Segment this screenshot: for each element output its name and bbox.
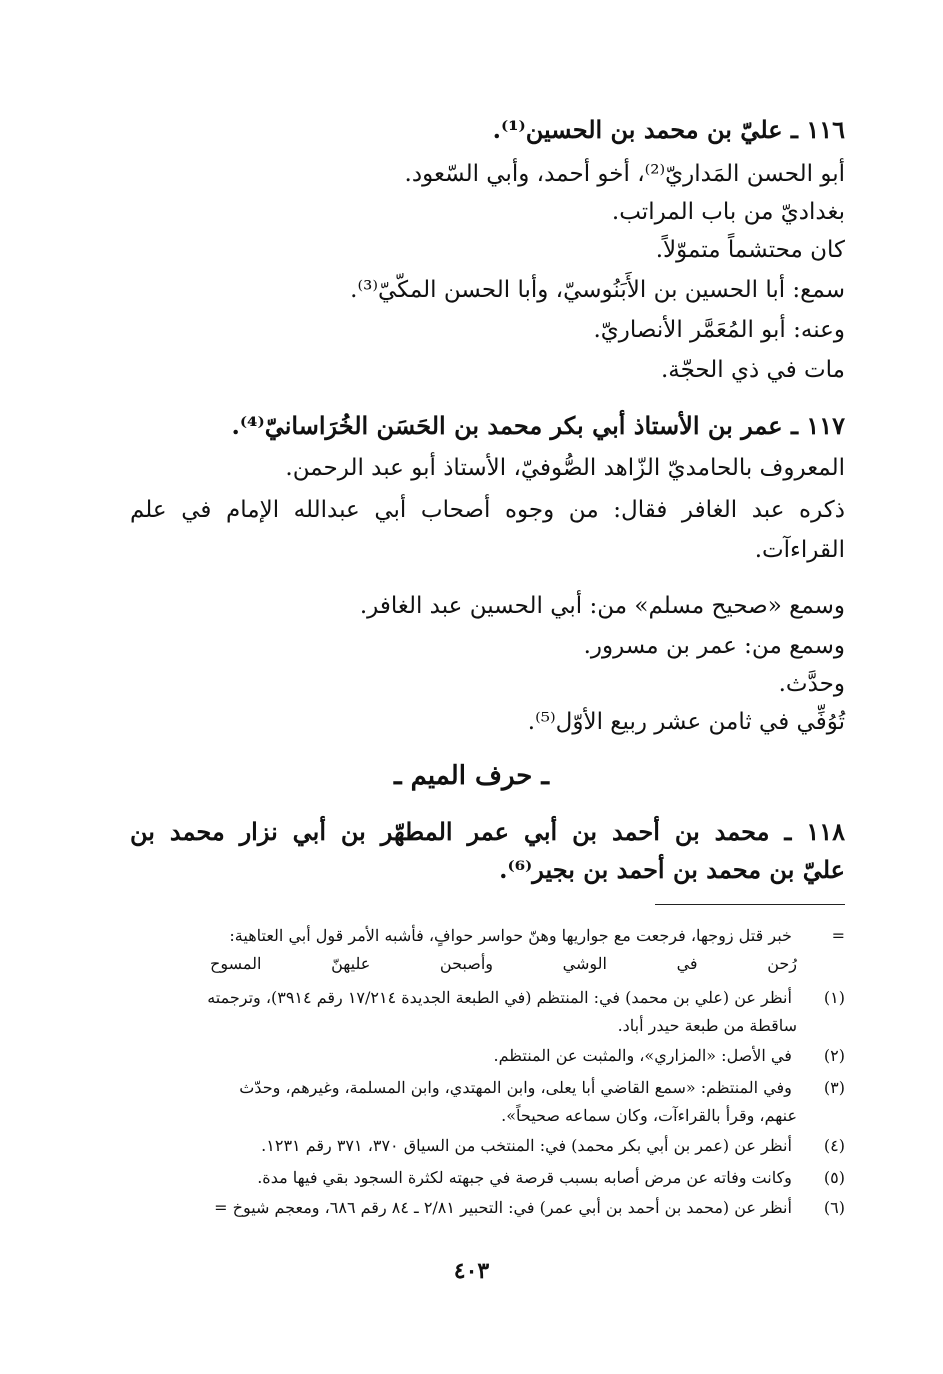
entry-117-line: وسمع «صحيح مسلم» من: أبي الحسين عبد الغافر. (359, 593, 845, 619)
entry-116-heading: ١١٦ ـ عليّ بن محمد بن الحسين⁽¹⁾. (492, 115, 845, 144)
entry-117-line: القراءآت. (754, 537, 845, 563)
page-number: ٤٠٣ (453, 1258, 490, 1284)
footnote-poem: رُحن في الوشي وأصبحن عليهنّ المسوح (210, 954, 797, 973)
footnote-number: (٥) (823, 1168, 845, 1187)
footnote (98, 1044, 845, 1068)
footnote (98, 1134, 845, 1158)
footnote (98, 1166, 845, 1190)
entry-116-line: أبو الحسن المَداريّ⁽²⁾، أخو أحمد، وأبي السّعود. (404, 161, 845, 187)
footnote-text: وكانت وفاته عن مرض أصابه بسبب قرصة في جبهته لكثرة السجود بقي فيها مدة. (257, 1168, 792, 1187)
entry-116-line: مات في ذي الحجّة. (660, 357, 845, 383)
footnote-text: أنظر عن (محمد بن أحمد بن أبي عمر) في: التحبير ٢/٨١ ـ ٨٤ رقم ٦٨٦، ومعجم شيوخ = (214, 1198, 792, 1217)
footnote-text: في الأصل: «المزاري»، والمثبت عن المنتظم. (493, 1046, 792, 1065)
entry-116-line: كان محتشماً متموّلاً. (655, 237, 845, 263)
footnote-text: وفي المنتظم: «سمع القاضي أبا يعلى، وابن المهتدي، وابن المسلمة، وغيرهم، وحدّث (239, 1078, 792, 1097)
entry-117-line: وحدَّث. (778, 671, 845, 697)
footnote-number: (٣) (823, 1078, 845, 1097)
section-title: ـ حرف الميم ـ (393, 761, 550, 791)
entry-117-heading: ١١٧ ـ عمر بن الأستاذ أبي بكر محمد بن الحَسَن الخُرَاسانيّ⁽⁴⁾. (231, 411, 845, 440)
entry-116-line: وعنه: أبو المُعَمَّر الأنصاريّ. (593, 317, 845, 343)
footnote-marker: = (831, 926, 845, 945)
entry-118-heading: ١١٨ ـ محمد بن أحمد بن أبي عمر المطهّر بن أبي نزار محمد بن (130, 817, 845, 846)
footnote-text: أنظر عن (عمر بن أبي بكر محمد) في: المنتخب من السياق ٣٧٠، ٣٧١ رقم ١٢٣١. (261, 1136, 792, 1155)
footnote-number: (١) (823, 988, 845, 1007)
entry-116-line: سمع: أبا الحسين بن الأَبَنُوسيّ، وأبا الحسن المكّيّ⁽³⁾. (350, 277, 845, 303)
footnote-number: (٦) (823, 1198, 845, 1217)
footnote-continuation (98, 924, 845, 948)
footnote (98, 1076, 845, 1100)
footnote-number: (٢) (823, 1046, 845, 1065)
footnote-number: (٤) (823, 1136, 845, 1155)
entry-118-heading: عليّ بن محمد بن أحمد بن بجير⁽⁶⁾. (499, 855, 845, 884)
footnote-continuation-line: عنهم، وقرأ بالقراءآت، وكان سماعه صحيحاً». (501, 1106, 797, 1125)
entry-117-line: تُوُفِّي في ثامن عشر ربيع الأوّل⁽⁵⁾. (527, 709, 845, 735)
footnote-text: أنظر عن (علي بن محمد) في: المنتظم (في الطبعة الجديدة ١٧/٢١٤ رقم ٣٩١٤)، وترجمته (207, 988, 792, 1007)
entry-117-line: المعروف بالحامديّ الزّاهد الصُّوفيّ، الأستاذ أبو عبد الرحمن. (285, 455, 845, 481)
footnote (98, 986, 845, 1010)
footnote-text: خبر قتل زوجها، فرجعت مع جواريها وهنّ حواسر حوافٍ، فأشبه الأمر قول أبي العتاهية: (229, 926, 792, 945)
footnote (98, 1196, 845, 1220)
entry-117-line: وسمع من: عمر بن مسرور. (583, 633, 845, 659)
footnote-divider (655, 904, 845, 905)
entry-117-line: ذكره عبد الغافر فقال: من وجوه أصحاب أبي عبدالله الإمام في علم (130, 497, 845, 523)
entry-116-line: بغداديّ من باب المراتب. (611, 199, 845, 225)
footnote-continuation-line: ساقطة من طبعة حيدر أباد. (617, 1016, 797, 1035)
